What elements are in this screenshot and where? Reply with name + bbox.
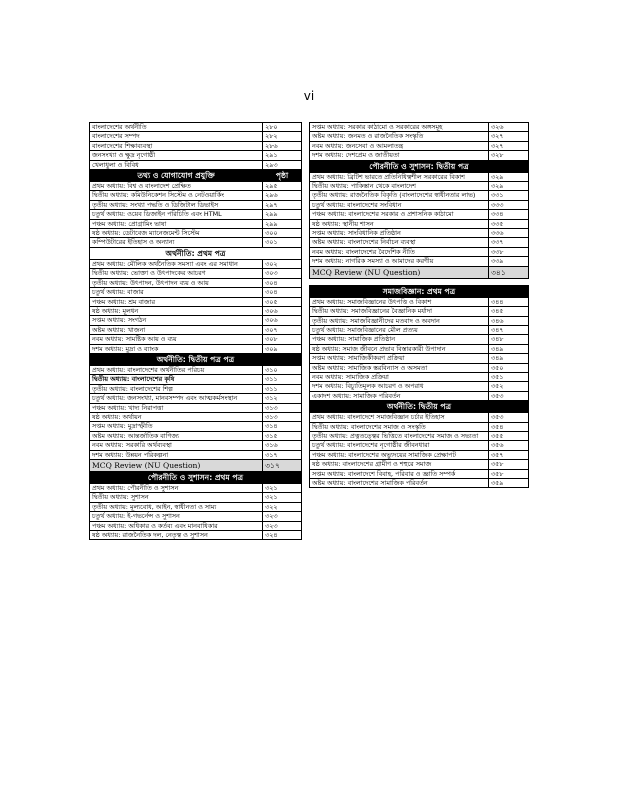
spacer-cell (310, 278, 529, 285)
toc-entry-page: ৩৪৫ (488, 307, 528, 316)
toc-row (310, 297, 529, 306)
toc-entry-title: নবম অধ্যায়: সরকারি অর্থব্যবস্থা (90, 441, 263, 450)
toc-entry-page: ৩১৩ (263, 403, 302, 412)
toc-entry-title: ষষ্ঠ অধ্যায়: মূলধন (90, 306, 263, 315)
toc-entry-title: সপ্তম অধ্যায়: সংগঠন (90, 316, 263, 325)
toc-entry-title: নবম অধ্যায়: সামষ্টিক আয় ও ব্যয় (90, 335, 263, 344)
toc-entry-title: তৃতীয় অধ্যায়: সংখ্যা পদ্ধতি ও ডিজিটাল ডিভাইস (90, 200, 263, 209)
toc-entry-page: ৩৪৮ (488, 335, 528, 344)
toc-entry-page: ৩৫৪ (488, 422, 528, 431)
section-header-title: অর্থনীতি: দ্বিতীয় পত্র পত্র (90, 353, 302, 365)
toc-entry-title: দ্বিতীয় অধ্যায়: সুশাসন (90, 493, 263, 502)
toc-entry-title: নবম অধ্যায়: বাংলাদেশের বৈদেশিক নীতি (310, 247, 489, 256)
toc-entry-page: ৩৫৮ (488, 460, 528, 469)
toc-row (310, 325, 529, 334)
toc-entry-title: সপ্তম অধ্যায়: বাংলাদেশে বিবাহ, পরিবার ও জ্ঞাতি সম্পর্ক (310, 469, 489, 478)
toc-entry-title: প্রথম অধ্যায়: মৌলিক অর্থনৈতিক সমস্যা এবং এর সমাধান (90, 259, 263, 268)
section-header-title: পৌরনীতি ও সুশাসন: প্রথম পত্র (90, 472, 302, 484)
toc-entry-page: ৩৫৫ (488, 431, 528, 440)
toc-entry-title: পঞ্চম অধ্যায়: শ্রম বাজার (90, 297, 263, 306)
section-header (310, 401, 529, 413)
toc-entry-page: ২৯৭ (263, 200, 302, 209)
toc-entry-page: ৩০২ (263, 259, 302, 268)
toc-row (310, 391, 529, 400)
toc-entry-title: সপ্তম অধ্যায়: মুদ্রাস্ফীতি (90, 422, 263, 431)
toc-entry-title: অষ্টম অধ্যায়: আন্তর্জাতিক বাণিজ্য (90, 431, 263, 440)
toc-entry-page: ৩৩৩ (488, 200, 528, 209)
toc-entry-page: ৩১২ (263, 394, 302, 403)
toc-row (310, 460, 529, 469)
toc-entry-page: ৩৫৩ (488, 413, 528, 422)
mcq-review-row (90, 460, 302, 472)
toc-entry-title: অষ্টম অধ্যায়: জনমত ও রাজনৈতিক সংস্কৃতি (310, 132, 489, 141)
toc-row (90, 441, 302, 450)
toc-entry-page: ২৮২ (263, 132, 302, 141)
toc-entry-title: দ্বিতীয় অধ্যায়: বাংলাদেশের কৃষি (90, 375, 263, 384)
toc-entry-page: ৩৫৩ (488, 391, 528, 400)
toc-row (90, 365, 302, 374)
toc-row (310, 344, 529, 353)
toc-entry-page: ২৯৩ (263, 160, 302, 169)
toc-entry-title: ষষ্ঠ অধ্যায়: স্থানীয় শাসন (310, 219, 489, 228)
toc-row (90, 297, 302, 306)
toc-row (310, 450, 529, 459)
toc-row (90, 132, 302, 141)
toc-entry-page: ৩২৮ (488, 151, 528, 160)
toc-entry-title: তৃতীয় অধ্যায়: মূল্যবোধ, আইন, স্বাধীনতা ও সাম্য (90, 502, 263, 511)
toc-entry-page: ৩৫৭ (488, 450, 528, 459)
toc-row (90, 269, 302, 278)
toc-entry-page: ৩১৪ (263, 422, 302, 431)
toc-row (90, 200, 302, 209)
toc-entry-page: ৩০৬ (263, 316, 302, 325)
toc-entry-page: ৩৩৬ (488, 229, 528, 238)
toc-entry-page: ৩৩৮ (488, 247, 528, 256)
toc-row (310, 141, 529, 150)
toc-entry-page: ৩০৫ (263, 297, 302, 306)
toc-entry-page: ৩০১ (263, 238, 302, 247)
toc-entry-page: ৩২১ (263, 484, 302, 493)
section-header (90, 353, 302, 365)
toc-entry-page: ৩১৩ (263, 412, 302, 421)
toc-row (310, 479, 529, 488)
toc-entry-page: ২৯১ (263, 151, 302, 160)
toc-row (90, 210, 302, 219)
toc-entry-title: দ্বিতীয় অধ্যায়: সমাজবিজ্ঞানের বৈজ্ঞানিক মর্যাদা (310, 307, 489, 316)
toc-entry-page: ৩৩৯ (488, 257, 528, 266)
toc-row (90, 238, 302, 247)
toc-entry-title: সপ্তম অধ্যায়: সরকার কাঠামো ও সরকারের অঙ্গসমূহ (310, 123, 489, 132)
toc-entry-title: বাংলাদেশের সম্পদ (90, 132, 263, 141)
toc-entry-page: ৩২২ (263, 502, 302, 511)
table-spacer (310, 278, 529, 285)
toc-entry-page: ৩২৬ (488, 123, 528, 132)
toc-entry-title: অষ্টম অধ্যায়: বাংলাদেশের নির্বাচন ব্যবস্থা (310, 238, 489, 247)
toc-entry-title: দ্বিতীয় অধ্যায়: বাংলাদেশের সমাজ ও সংস্কৃতি (310, 422, 489, 431)
toc-entry-title: পঞ্চম অধ্যায়: অধিকার ও কর্তব্য এবং মানবাধিকার (90, 521, 263, 530)
toc-entry-page: ৩০০ (263, 229, 302, 238)
toc-entry-page: ৩০৭ (263, 325, 302, 334)
mcq-review-row (310, 266, 529, 278)
toc-entry-title: ষষ্ঠ অধ্যায়: অর্থায়ন (90, 412, 263, 421)
toc-entry-page: ৩২৩ (263, 512, 302, 521)
toc-entry-title: বাংলাদেশের অর্থনীতি (90, 123, 263, 132)
toc-entry-title: অষ্টম অধ্যায়: বাংলাদেশের সামাজিক পরিবর্তন (310, 479, 489, 488)
toc-entry-title: প্রথম অধ্যায়: বাংলাদেশের অর্থনীতির পরিচয় (90, 365, 263, 374)
toc-row (310, 151, 529, 160)
toc-entry-title: সপ্তম অধ্যায়: সামাজিকীকরণ প্রক্রিয়া (310, 354, 489, 363)
toc-entry-title: অষ্টম অধ্যায়: সামাজিক স্তরবিন্যাস ও অসমতা (310, 363, 489, 372)
section-header-title: অর্থনীতি: দ্বিতীয় পত্র (310, 401, 529, 413)
toc-entry-page: ৩৩৫ (488, 219, 528, 228)
toc-entry-title: চতুর্থ অধ্যায়: বাংলাদেশের নৃগোষ্ঠীর জীবনধারা (310, 441, 489, 450)
toc-row (310, 316, 529, 325)
toc-entry-title: প্রথম অধ্যায়: বাংলাদেশে সমাজবিজ্ঞান চর্চার ইতিহাস (310, 413, 489, 422)
toc-row (90, 531, 302, 540)
toc-entry-title: চতুর্থ অধ্যায়: বাজার (90, 288, 263, 297)
toc-entry-page: ৩১৭ (263, 450, 302, 459)
toc-entry-page: ৩১৫ (263, 431, 302, 440)
toc-entry-page: ৩৪৯ (488, 354, 528, 363)
toc-row (90, 502, 302, 511)
toc-left-column (89, 122, 302, 540)
toc-entry-page: ৩৫৬ (488, 441, 528, 450)
toc-entry-page: ৩১০ (263, 365, 302, 374)
toc-row (310, 307, 529, 316)
toc-entry-title: ষষ্ঠ অধ্যায়: সমাজ জীবনে প্রভাব বিস্তারকারী উপাদান (310, 344, 489, 353)
toc-entry-page: ৩১১ (263, 375, 302, 384)
toc-entry-title: পঞ্চম অধ্যায়: বাংলাদেশের অভ্যুদয়ের সামাজিক প্রেক্ষাপট (310, 450, 489, 459)
toc-row (90, 151, 302, 160)
toc-row (90, 344, 302, 353)
toc-row (90, 219, 302, 228)
toc-entry-title: প্রথম অধ্যায়: বিশ্ব ও বাংলাদেশ প্রেক্ষিত (90, 182, 263, 191)
toc-entry-title: চতুর্থ অধ্যায়: ওয়েব ডিজাইন পরিচিতি এবং HTML (90, 210, 263, 219)
toc-row (310, 238, 529, 247)
toc-entry-page: ৩৫২ (488, 382, 528, 391)
toc-entry-page: ৩২৭ (488, 141, 528, 150)
toc-entry-page: ৩০৩ (263, 269, 302, 278)
toc-entry-title: জনসংখ্যা ও ক্ষুদ্র নৃগোষ্ঠী (90, 151, 263, 160)
toc-row (90, 493, 302, 502)
toc-entry-title: দশম অধ্যায়: দেশপ্রেম ও জাতীয়তা (310, 151, 489, 160)
toc-entry-page: ৩৪১ (488, 266, 528, 278)
toc-entry-title: তৃতীয় অধ্যায়: উৎপাদন, উৎপাদন ব্যয় ও আয় (90, 278, 263, 287)
toc-row (90, 288, 302, 297)
toc-row (90, 316, 302, 325)
toc-row (90, 450, 302, 459)
toc-entry-page: ৩৪৯ (488, 344, 528, 353)
toc-entry-title: দশম অধ্যায়: উন্নয়ন পরিকল্পনা (90, 450, 263, 459)
toc-entry-page: ৩০৮ (263, 335, 302, 344)
toc-row (310, 182, 529, 191)
toc-row (90, 431, 302, 440)
toc-row (90, 512, 302, 521)
section-header-title: সমাজবিজ্ঞান: প্রথম পত্র (310, 285, 529, 297)
toc-row (90, 484, 302, 493)
toc-row (90, 123, 302, 132)
toc-row (90, 278, 302, 287)
toc-entry-title: খেলাধুলা ও বিবিধ (90, 160, 263, 169)
toc-row (310, 372, 529, 381)
toc-entry-title: সপ্তম অধ্যায়: সাংবিধানিক প্রতিষ্ঠান (310, 229, 489, 238)
toc-row (90, 403, 302, 412)
toc-entry-title: তৃতীয় অধ্যায়: রাজনৈতিক বিকৃতি (বাংলাদেশের স্বাধীনতার লাভ) (310, 191, 489, 200)
toc-entry-title: পঞ্চম অধ্যায়: প্রোগ্রামিং ভাষা (90, 219, 263, 228)
toc-entry-page: ৩২৭ (488, 132, 528, 141)
toc-row (310, 363, 529, 372)
toc-entry-title: নবম অধ্যায়: জনসেবা ও আমলাতন্ত্র (310, 141, 489, 150)
toc-entry-title: দ্বিতীয় অধ্যায়: পাকিস্তান থেকে বাংলাদেশ (310, 182, 489, 191)
toc-entry-page: ৩১৬ (263, 441, 302, 450)
toc-row (90, 141, 302, 150)
toc-row (90, 229, 302, 238)
toc-row (310, 219, 529, 228)
toc-entry-title: প্রথম অধ্যায়: ব্রিটিশ ভারতে প্রতিনিধিত্বশীল সরকারের বিকাশ (310, 172, 489, 181)
toc-entry-title: দ্বিতীয় অধ্যায়: ভোক্তা ও উৎপাদকের আচরণ (90, 269, 263, 278)
section-header-page-label: পৃষ্ঠা (263, 170, 302, 182)
toc-row (90, 394, 302, 403)
toc-entry-title: দশম অধ্যায়: মুদ্রা ও ব্যাংক (90, 344, 263, 353)
toc-entry-page: ২৯৯ (263, 210, 302, 219)
toc-entry-title: বাংলাদেশের শিক্ষাব্যবস্থা (90, 141, 263, 150)
toc-row (90, 422, 302, 431)
section-header (90, 170, 302, 182)
toc-entry-page: ৩৫০ (488, 363, 528, 372)
toc-entry-title: প্রথম অধ্যায়: সমাজবিজ্ঞানের উৎপত্তি ও বিকাশ (310, 297, 489, 306)
toc-entry-page: ৩১৭ (263, 460, 302, 472)
toc-row (90, 306, 302, 315)
toc-entry-page: ৩৪৬ (488, 316, 528, 325)
toc-entry-page: ৩০৪ (263, 288, 302, 297)
toc-entry-page: ৩০৬ (263, 306, 302, 315)
toc-row (310, 191, 529, 200)
toc-row (90, 412, 302, 421)
toc-entry-title: পঞ্চম অধ্যায়: বাংলাদেশের সরকার ও প্রশাসনিক কাঠামো (310, 210, 489, 219)
toc-entry-page: ৩২৩ (263, 521, 302, 530)
toc-entry-title: চতুর্থ অধ্যায়: জনসংখ্যা, মানবসম্পদ এবং আত্মকর্মসংস্থান (90, 394, 263, 403)
toc-entry-title: কম্পিউটারের ইতিহাস ও অন্যান্য (90, 238, 263, 247)
toc-entry-page: ৩৩৭ (488, 238, 528, 247)
toc-entry-title: MCQ Review (NU Question) (90, 460, 263, 472)
toc-row (310, 335, 529, 344)
section-header (310, 285, 529, 297)
toc-entry-title: চতুর্থ অধ্যায়: বাংলাদেশের সংবিধান (310, 200, 489, 209)
toc-row (90, 182, 302, 191)
toc-row (310, 413, 529, 422)
section-header-title: অর্থনীতি: প্রথম পত্র (90, 247, 302, 259)
toc-row (310, 132, 529, 141)
toc-entry-page: ৩২৯ (488, 172, 528, 181)
toc-entry-page: ২৯৯ (263, 219, 302, 228)
toc-entry-page: ৩০৪ (263, 278, 302, 287)
toc-right-column (309, 122, 529, 488)
toc-row (310, 431, 529, 440)
toc-entry-page: ৩১১ (263, 384, 302, 393)
toc-entry-page: ২৮৬ (263, 141, 302, 150)
toc-row (90, 335, 302, 344)
toc-entry-title: দশম অধ্যায়: বিচ্যুতিমূলক আচরণ ও অপরাধ (310, 382, 489, 391)
toc-entry-title: অষ্টম অধ্যায়: খাজনা (90, 325, 263, 334)
toc-entry-page: ৩২৪ (263, 531, 302, 540)
toc-row (310, 172, 529, 181)
toc-entry-title: তৃতীয় অধ্যায়: প্রত্নতত্ত্বের ভিত্তিতে বাংলাদেশের সমাজ ও সভ্যতা (310, 431, 489, 440)
toc-entry-title: পঞ্চম অধ্যায়: সামাজিক প্রতিষ্ঠান (310, 335, 489, 344)
toc-entry-page: ২৮০ (263, 123, 302, 132)
toc-table-right (309, 122, 529, 488)
toc-row (90, 325, 302, 334)
section-header (90, 247, 302, 259)
toc-entry-page: ২৯৬ (263, 191, 302, 200)
toc-row (310, 422, 529, 431)
toc-row (90, 375, 302, 384)
toc-entry-page: ৩৩৪ (488, 210, 528, 219)
toc-entry-title: প্রথম অধ্যায়: পৌরনীতি ও সুশাসন (90, 484, 263, 493)
toc-entry-page: ৩২৯ (488, 182, 528, 191)
toc-entry-title: ষষ্ঠ অধ্যায়: ডেটাবেজ ম্যানেজমেন্ট সিস্টেম (90, 229, 263, 238)
toc-entry-title: চতুর্থ অধ্যায়: সমাজবিজ্ঞানের মৌল প্রত্যয় (310, 325, 489, 334)
toc-entry-title: ষষ্ঠ অধ্যায়: রাজনৈতিক দল, নেতৃত্ব ও সুশাসন (90, 531, 263, 540)
toc-row (90, 191, 302, 200)
toc-entry-title: MCQ Review (NU Question) (310, 266, 489, 278)
toc-row (90, 160, 302, 169)
toc-entry-title: দ্বিতীয় অধ্যায়: কমিউনিকেশন সিস্টেম ও নেটওয়ার্কিং (90, 191, 263, 200)
toc-entry-page: ৩০৯ (263, 344, 302, 353)
toc-row (310, 123, 529, 132)
toc-entry-title: নবম অধ্যায়: সামাজিক প্রক্রিয়া (310, 372, 489, 381)
toc-entry-title: তৃতীয় অধ্যায়: বাংলাদেশের শিল্প (90, 384, 263, 393)
toc-row (90, 259, 302, 268)
toc-entry-title: একাদশ অধ্যায়: সামাজিক পরিবর্তন (310, 391, 489, 400)
toc-entry-page: ৩৪৪ (488, 297, 528, 306)
section-header (90, 472, 302, 484)
toc-row (310, 210, 529, 219)
toc-entry-title: ষষ্ঠ অধ্যায়: বাংলাদেশের গ্রামীণ ও শহুরে সমাজ (310, 460, 489, 469)
toc-entry-page: ৩৪৭ (488, 325, 528, 334)
toc-entry-page: ২৯৫ (263, 182, 302, 191)
toc-entry-title: দশম অধ্যায়: নাগরিক সমস্যা ও আমাদের করণীয় (310, 257, 489, 266)
toc-entry-title: তৃতীয় অধ্যায়: সমাজবিজ্ঞানীদের মতবাদ ও অবদান (310, 316, 489, 325)
toc-entry-page: ৩২১ (263, 493, 302, 502)
toc-row (310, 382, 529, 391)
toc-entry-page: ৩৫৯ (488, 479, 528, 488)
toc-row (310, 441, 529, 450)
section-header-title: পৌরনীতি ও সুশাসন: দ্বিতীয় পত্র (310, 160, 529, 172)
toc-entry-page: ৩৩১ (488, 191, 528, 200)
toc-entry-page: ৩৫১ (488, 372, 528, 381)
page-number: vi (303, 89, 315, 103)
toc-row (90, 384, 302, 393)
toc-entry-title: চতুর্থ অধ্যায়: ই-গভর্নেন্স ও সুশাসন (90, 512, 263, 521)
toc-entry-page: ৩৫৮ (488, 469, 528, 478)
toc-entry-title: পঞ্চম অধ্যায়: খাদ্য নিরাপত্তা (90, 403, 263, 412)
section-header-title: তথ্য ও যোগাযোগ প্রযুক্তি (90, 170, 263, 182)
toc-row (90, 521, 302, 530)
section-header (310, 160, 529, 172)
toc-row (310, 247, 529, 256)
toc-row (310, 229, 529, 238)
toc-row (310, 200, 529, 209)
toc-table-left (89, 122, 302, 540)
toc-row (310, 257, 529, 266)
toc-row (310, 469, 529, 478)
toc-row (310, 354, 529, 363)
